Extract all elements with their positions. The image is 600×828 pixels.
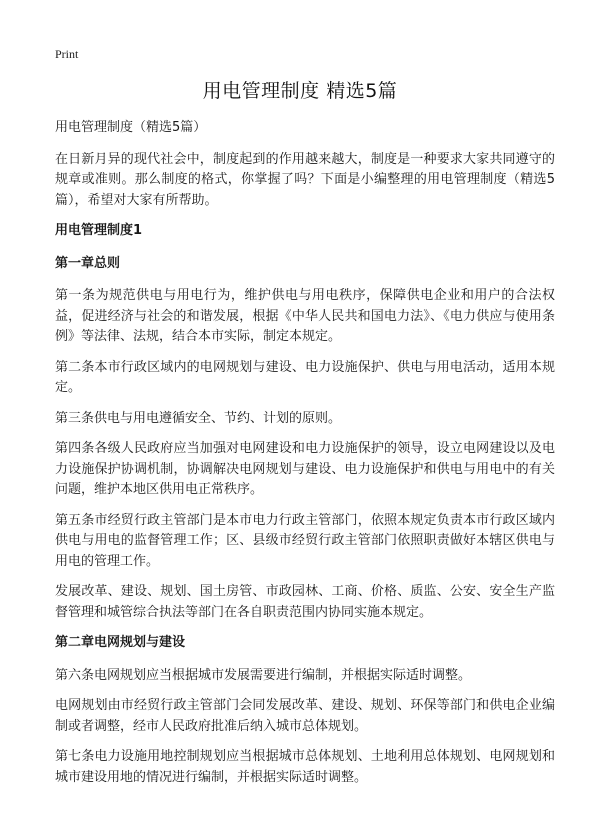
article-paragraph: 第三条供电与用电遵循安全、节约、计划的原则。 — [55, 410, 342, 426]
document-subtitle: 用电管理制度（精选5篇） — [55, 120, 207, 135]
intro-paragraph: 在日新月异的现代社会中，制度起到的作用越来越大，制度是一种要求大家共同遵守的规章或准则。那么制度的格式，你掌握了吗？下面是小编整理的用电管理制度（精选5篇），希望对大家有所帮助。 — [55, 151, 555, 208]
article-paragraph: 第六条电网规划应当根据城市发展需要进行编制，并根据实际适时调整。 — [55, 667, 472, 683]
article-paragraph: 第一条为规范供电与用电行为，维护供电与用电秩序，保障供电企业和用户的合法权益，促进经济与社会的和谐发展，根据《中华人民共和国电力法》、《电力供应与使用条例》等法律、法规，结合本市实际，制定本规定。 — [55, 288, 555, 344]
print-link[interactable]: Print — [55, 47, 79, 61]
article-paragraph: 第五条市经贸行政主管部门是本市电力行政主管部门，依照本规定负责本市行政区域内供电与用电的监督管理工作；区、县级市经贸行政主管部门依照职责做好本辖区供电与用电的管理工作。 — [55, 512, 555, 569]
chapter-2-heading: 第二章电网规划与建设 — [55, 635, 186, 650]
page-title: 用电管理制度 精选5篇 — [202, 80, 398, 102]
article-paragraph: 第四条各级人民政府应当加强对电网建设和电力设施保护的领导，设立电网建设以及电力设施保护协调机制，协调解决电网规划与建设、电力设施保护和供电与用电中的有关问题，维护本地区供用电正常秩序。 — [55, 441, 555, 497]
article-paragraph: 发展改革、建设、规划、国土房管、市政园林、工商、价格、质监、公安、安全生产监督管理和城管综合执法等部门在各自职责范围内协同实施本规定。 — [55, 584, 555, 620]
chapter-1-heading: 第一章总则 — [55, 255, 121, 271]
article-paragraph: 电网规划由市经贸行政主管部门会同发展改革、建设、规划、环保等部门和供电企业编制或者调整，经市人民政府批准后纳入城市总体规划。 — [55, 698, 555, 734]
document-body — [55, 118, 555, 798]
section-heading: 用电管理制度1 — [55, 223, 143, 238]
article-paragraph: 第二条本市行政区域内的电网规划与建设、电力设施保护、供电与用电活动，适用本规定。 — [55, 359, 555, 395]
article-paragraph: 第七条电力设施用地控制规划应当根据城市总体规划、土地利用总体规划、电网规划和城市建设用地的情况进行编制，并根据实际适时调整。 — [55, 749, 555, 785]
